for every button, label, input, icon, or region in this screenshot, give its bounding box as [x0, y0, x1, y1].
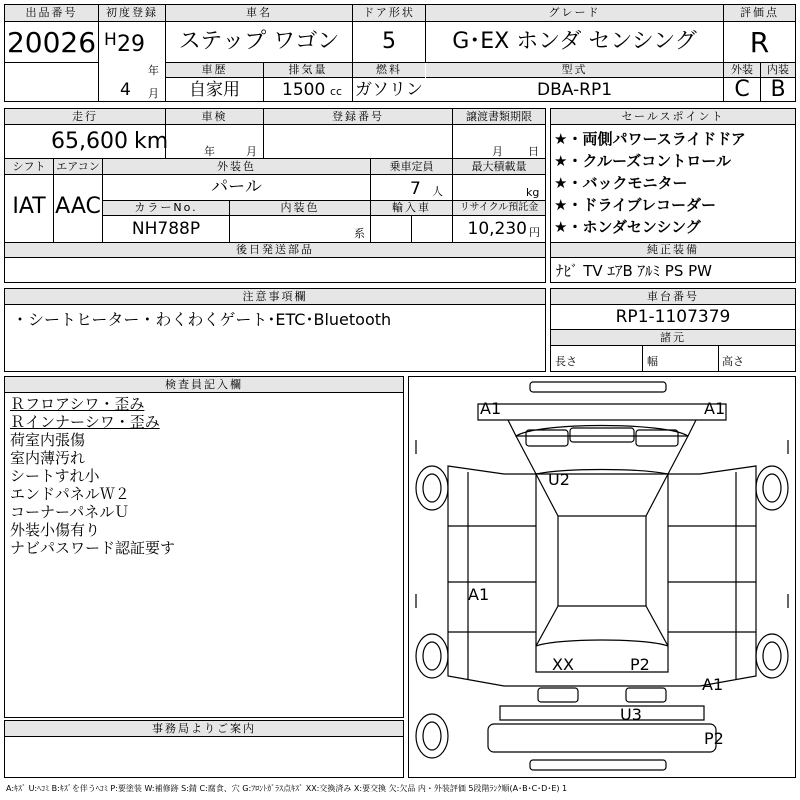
- car-body-diagram: [408, 376, 796, 778]
- sales-point: ★・バックモニター: [554, 174, 688, 192]
- sales-points-list: [554, 128, 794, 238]
- inspector-note: Ｒフロアシワ・歪み: [10, 395, 145, 413]
- exterior-header: 外装: [724, 63, 760, 78]
- interior-header: 内装: [761, 63, 795, 78]
- grade: G･EX ホンダ センシング: [452, 29, 697, 54]
- grade-header: グレード: [426, 5, 723, 22]
- lot-number: 20026: [6, 26, 97, 59]
- legend: A:ｷｽﾞ U:ﾍｺﾐ B:ｷｽﾞを伴うﾍｺﾐ P:要塗装 W:補修跡 S:錆 C:腐食、穴 G:ﾌﾛﾝﾄｶﾞﾗｽ点ｷｽﾞ XX:交換済み X:要交換 欠:欠品 内・外装評価 5段階ﾗﾝｸ順(A･B･C･D･E) 1: [6, 784, 568, 793]
- displacement-header: 排気量: [264, 63, 352, 78]
- notes-header: 注意事項欄: [5, 289, 545, 305]
- reg-year: 29: [117, 32, 145, 57]
- inspector-note: 室内薄汚れ: [10, 449, 86, 467]
- sales-point: ★・ホンダセンシング: [554, 218, 701, 236]
- import-header: 輸入車: [371, 201, 452, 216]
- int-color-header: 内装色: [230, 201, 370, 216]
- damage-mark: A1: [704, 399, 726, 418]
- inspector-note: シートすれ小: [10, 467, 100, 485]
- damage-mark: U2: [548, 470, 570, 489]
- car-name-header: 車名: [166, 5, 352, 22]
- load-unit: kg: [526, 186, 540, 199]
- equipment: ﾅﾋﾞ TV ｴｱB ｱﾙﾐ PS PW: [556, 262, 712, 280]
- inspection-header: 車検: [166, 109, 263, 125]
- damage-mark: U3: [620, 705, 642, 724]
- capacity-unit: 人: [432, 185, 443, 198]
- later-parts-header: 後日発送部品: [5, 243, 545, 258]
- reg-year-unit: 年: [148, 64, 159, 77]
- color-no-header: カラーNo.: [103, 201, 229, 216]
- reg-month: 4: [120, 80, 131, 100]
- damage-mark: P2: [704, 729, 724, 748]
- shift: IAT: [12, 194, 46, 219]
- door-header: ドア形状: [353, 5, 425, 22]
- history-header: 車歴: [166, 63, 263, 78]
- mileage-unit: km: [134, 129, 169, 154]
- score-header: 評価点: [724, 5, 795, 22]
- width-label: 幅: [647, 355, 658, 368]
- mileage: 65,600: [51, 129, 128, 154]
- sales-point: ★・両側パワースライドドア: [554, 130, 746, 148]
- load-header: 最大積載量: [453, 159, 545, 175]
- sales-point: ★・クルーズコントロール: [554, 152, 731, 170]
- recycle-header: リサイクル預託金: [453, 201, 545, 216]
- transfer-day-unit: 日: [528, 145, 539, 158]
- mileage-header: 走行: [5, 109, 165, 125]
- inspector-note: コーナーパネルＵ: [10, 503, 130, 521]
- equipment-header: 純正装備: [551, 243, 795, 258]
- inspector-note: 荷室内張傷: [10, 431, 86, 449]
- reg-era: H: [104, 30, 117, 50]
- inspector-header: 検査員記入欄: [5, 377, 403, 393]
- capacity-header: 乗車定員: [371, 159, 452, 175]
- shift-header: シフト: [5, 159, 53, 175]
- inspector-notes: [10, 395, 400, 557]
- displacement: 1500: [282, 80, 326, 100]
- capacity: 7: [410, 179, 421, 199]
- sales-points-header: セールスポイント: [551, 109, 795, 125]
- inspection-month-unit: 月: [246, 145, 257, 158]
- length-label: 長さ: [555, 355, 577, 368]
- reg-month-unit: 月: [148, 87, 159, 100]
- dims-header: 諸元: [551, 330, 795, 346]
- damage-mark: XX: [552, 655, 574, 674]
- inspector-note: 外装小傷有り: [10, 521, 101, 539]
- height-label: 高さ: [722, 355, 744, 368]
- office-header: 事務局よりご案内: [5, 721, 403, 737]
- inspection-year-unit: 年: [204, 145, 215, 158]
- exterior-grade: C: [734, 77, 750, 102]
- ac: AAC: [55, 194, 101, 219]
- color-no: NH788P: [131, 219, 201, 239]
- model: DBA-RP1: [536, 80, 613, 100]
- car-name: ステップ ワゴン: [178, 29, 340, 54]
- recycle-fee: 10,230: [467, 219, 527, 239]
- damage-mark: A1: [468, 585, 490, 604]
- inspector-note: エンドパネルＷ２: [10, 485, 130, 503]
- lot-number-header: 出品番号: [5, 5, 98, 22]
- history: 自家用: [189, 80, 240, 100]
- int-color-unit: 系: [354, 227, 365, 240]
- damage-mark: P2: [630, 655, 650, 674]
- recycle-unit: 円: [529, 226, 540, 239]
- inspector-note: Ｒインナーシワ・歪み: [10, 413, 160, 431]
- damage-mark: A1: [480, 399, 502, 418]
- chassis-number: RP1-1107379: [615, 307, 731, 327]
- chassis-header: 車台番号: [551, 289, 795, 305]
- exterior-color: パール: [211, 177, 262, 197]
- transfer-header: 譲渡書類期限: [453, 109, 545, 125]
- transfer-month-unit: 月: [492, 145, 503, 158]
- score: R: [749, 26, 770, 59]
- displacement-unit: cc: [330, 85, 343, 98]
- fuel: ガソリン: [355, 80, 423, 100]
- model-header: 型式: [426, 63, 723, 78]
- door-count: 5: [382, 29, 396, 54]
- interior-grade: B: [770, 77, 786, 102]
- inspector-note: ナビパスワード認証要す: [10, 539, 176, 557]
- color-header: 外装色: [103, 159, 370, 175]
- fuel-header: 燃料: [353, 63, 425, 78]
- sales-point: ★・ドライブレコーダー: [554, 196, 716, 214]
- first-reg-header: 初度登録: [99, 5, 165, 22]
- damage-mark: A1: [702, 675, 724, 694]
- regno-header: 登録番号: [264, 109, 452, 125]
- ac-header: エアコン: [54, 159, 102, 175]
- notes-text: ・シートヒーター・わくわくゲート･ETC･Bluetooth: [12, 310, 392, 329]
